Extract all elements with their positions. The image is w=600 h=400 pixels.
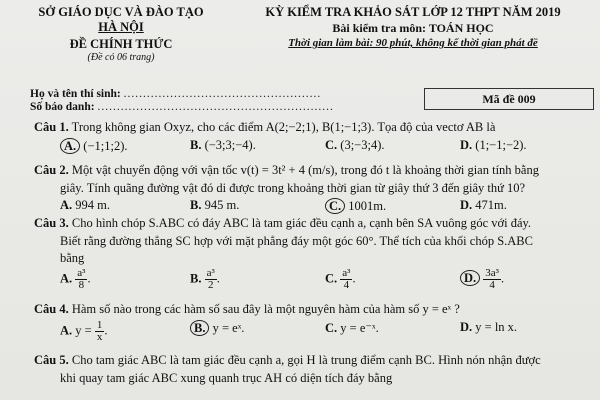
option-b[interactable]: B. $\frac{\text{a³}}{2}$ . [190,267,220,291]
city-name: HÀ NỘI [98,20,144,34]
option-c[interactable]: C. 1001m. [325,198,386,214]
question-text: Cho tam giác ABC là tam giác đều cạnh a, gọi H là trung điểm cạnh BC. Hình nón nhận được [71,353,541,367]
option-b[interactable]: B. (−3;3;−4). [190,138,256,152]
candidate-name-label: Họ và tên thí sinh: [30,88,121,100]
question-number: Câu 4. [34,302,69,316]
question-number: Câu 5. [34,353,69,367]
option-a[interactable]: A. y = $\frac{1}{x}$ . [60,319,108,343]
option-d[interactable]: D. 471m. [460,198,507,212]
candidate-name-dots: ................................................... [123,88,322,100]
question-3-options [60,268,590,298]
page-count: (Đề có 06 trang) [87,52,155,63]
exam-code-box: Mã đề 009 [424,88,594,110]
question-number: Câu 1. [34,120,69,134]
question-5-text-cont: khi quay tam giác ABC xung quanh trục AH có diện tích đáy bằng [60,371,393,385]
question-text: Cho hình chóp S.ABC có đáy ABC là tam giác đều cạnh a, cạnh bên SA vuông góc với đáy. [71,216,532,230]
exam-title: KỲ KIỂM TRA KHẢO SÁT LỚP 12 THPT NĂM 2019 [265,5,561,19]
candidate-id-line [30,101,334,113]
candidate-id-dots: ............................................................. [97,101,334,113]
option-c[interactable]: C. y = e⁻ˣ. [325,321,379,335]
option-b[interactable]: B. y = eˣ. [190,320,244,336]
option-d[interactable]: D. $\frac{\text{3a³}}{4}$ . [460,268,504,291]
question-number: Câu 2. [34,163,69,177]
option-c[interactable]: C. $\frac{\text{a³}}{4}$ . [325,267,356,291]
question-5 [34,352,594,369]
option-a[interactable]: A. $\frac{\text{a³}}{8}$ . [60,267,91,291]
question-3 [34,215,594,232]
question-4 [34,301,594,318]
candidate-id-label: Số báo danh: [30,101,95,113]
option-c[interactable]: C. (3;−3;4). [325,138,385,152]
question-2 [34,162,594,179]
exam-time: Thời gian làm bài: 90 phút, không kể thời gian phát đề [288,37,538,49]
option-d[interactable]: D. y = ln x. [460,320,518,334]
question-1-options [60,138,590,158]
official-label: ĐỀ CHÍNH THỨC [69,37,173,51]
question-3-text-cont: Biết rằng đường thẳng SC hợp với mặt phẳng đáy một góc 60°. Thể tích của khối chóp S.ABC [60,234,533,248]
option-a[interactable]: A. (−1;1;2). [60,138,127,154]
header-left [26,5,216,63]
header-right [228,5,598,49]
question-text: Trong không gian Oxyz, cho các điểm A(2;−2;1), B(1;−1;3). Tọa độ của vectơ AB là [71,120,496,134]
question-3-text-cont2: bằng [60,251,85,265]
option-d[interactable]: D. (1;−1;−2). [460,138,527,152]
option-b[interactable]: B. 945 m. [190,198,240,212]
question-text: Một vật chuyển động với vận tốc v(t) = 3t² + 4 (m/s), trong đó t là khoảng thời gian tính bằng [71,163,539,177]
question-4-options [60,320,590,350]
department-name: SỞ GIÁO DỤC VÀ ĐÀO TẠO [38,5,204,19]
candidate-name-line [30,88,321,100]
option-a[interactable]: A. 994 m. [60,198,111,212]
question-1 [34,119,594,136]
exam-subject: Bài kiểm tra môn: TOÁN HỌC [332,21,494,35]
question-text: Hàm số nào trong các hàm số sau đây là một nguyên hàm của hàm số y = eˣ ? [71,302,460,316]
question-2-text-cont: giây. Tính quãng đường vật đó di được trong khoảng thời gian từ giây thứ 3 đến giây thứ 10? [60,181,526,195]
question-number: Câu 3. [34,216,69,230]
